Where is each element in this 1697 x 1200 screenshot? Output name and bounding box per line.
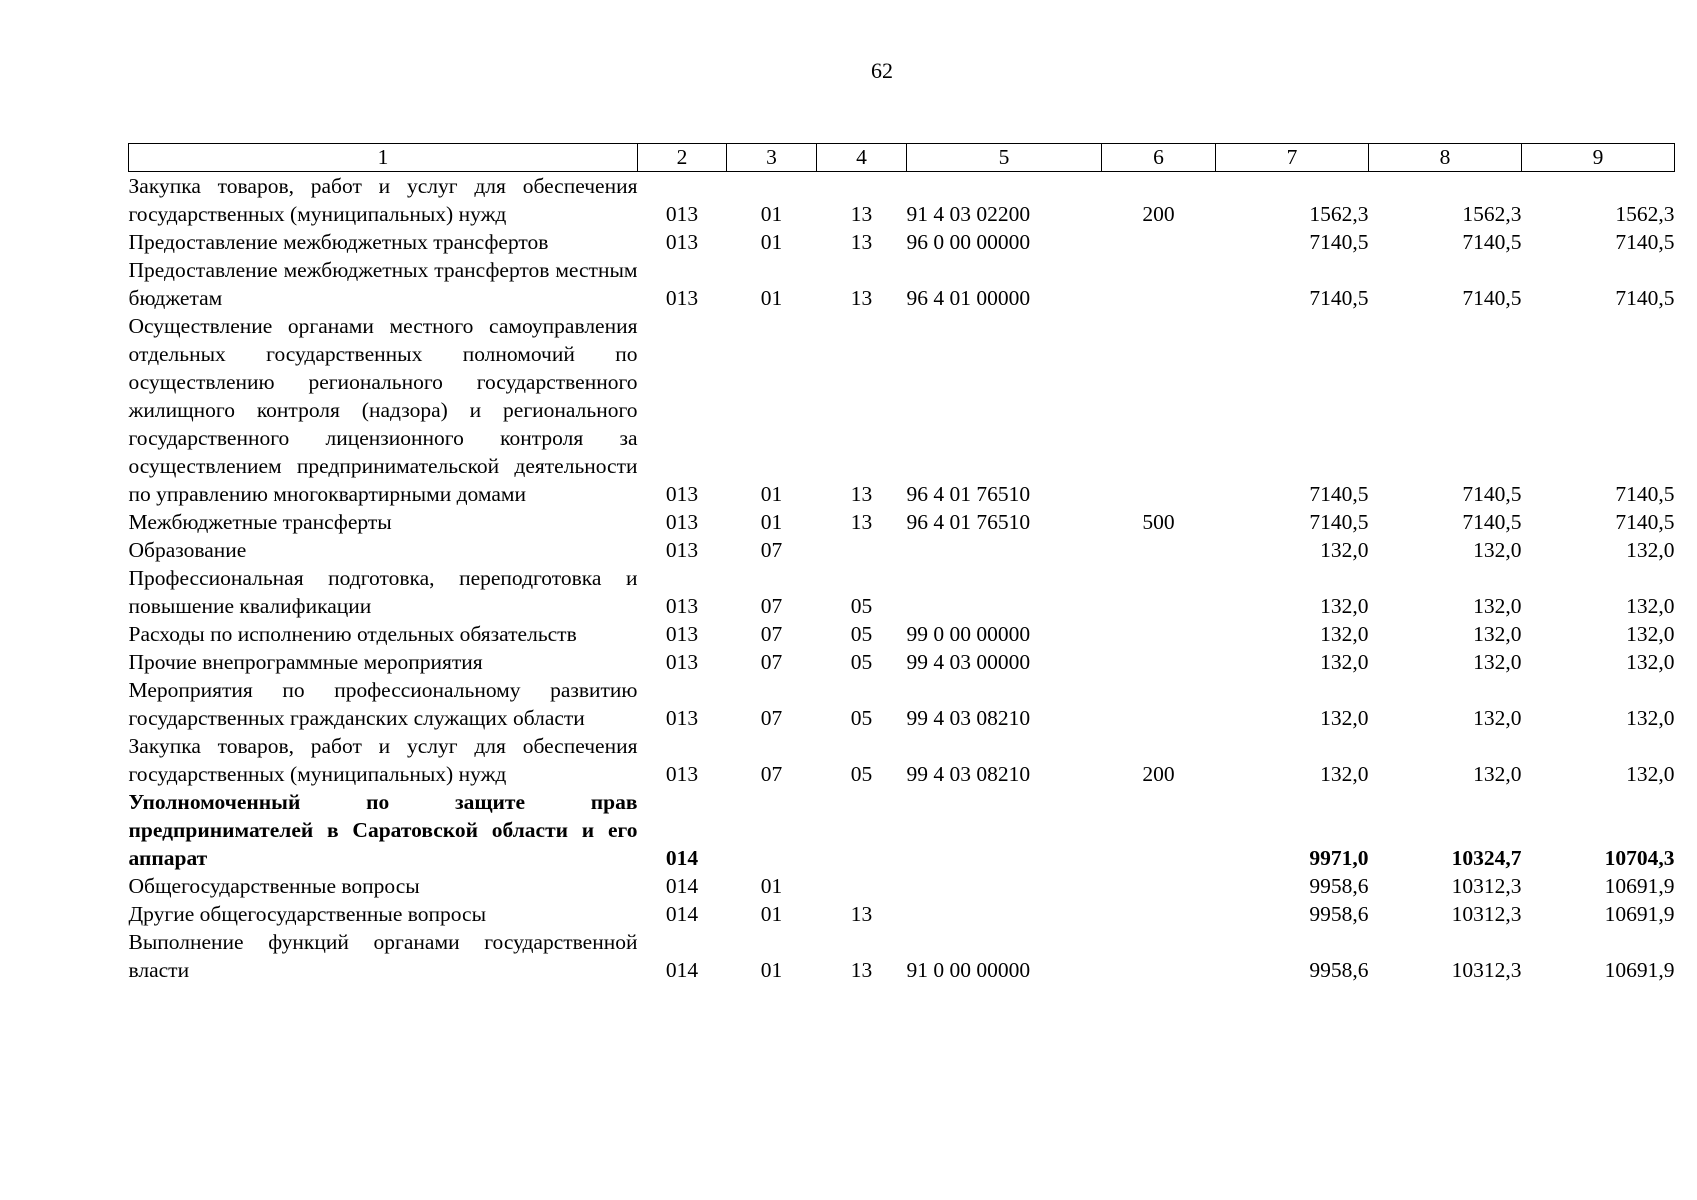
row-target-article: 96 4 01 00000 — [906, 286, 1031, 310]
row-ved-code: 013 — [665, 706, 699, 730]
table-row — [129, 648, 1675, 676]
table-row — [129, 172, 1675, 229]
row-amount-1: 132,0 — [1320, 706, 1369, 730]
row-amount-1: 132,0 — [1320, 622, 1369, 646]
row-expense-type — [1102, 900, 1216, 928]
row-ved-code: 013 — [665, 482, 699, 506]
row-amount-3: 132,0 — [1626, 594, 1675, 618]
row-expense-type — [1102, 536, 1216, 564]
row-subsection-code: 13 — [850, 902, 873, 926]
row-amount-3: 7140,5 — [1615, 482, 1675, 506]
row-section-code: 07 — [760, 650, 783, 674]
row-target-article: 91 0 00 00000 — [906, 958, 1031, 982]
row-subsection-code: 13 — [850, 230, 873, 254]
row-expense-type — [1102, 256, 1216, 312]
table-row — [129, 564, 1675, 620]
table-row — [129, 872, 1675, 900]
row-amount-3: 10691,9 — [1604, 874, 1675, 898]
row-ved-code: 013 — [665, 202, 699, 226]
row-target-article: 96 4 01 76510 — [906, 510, 1031, 534]
table-row — [129, 900, 1675, 928]
header-cell: 7 — [1216, 144, 1369, 172]
row-ved-code: 014 — [665, 958, 699, 982]
row-expense-type: 200 — [1142, 202, 1175, 226]
row-name: Осуществление органами местного самоуправления отдельных государственных полномочий по осуществлению регионального государственного жилищного контроля (надзора) и регионального государственного лицензионного контроля за осуществлением предпринимательской деятельности по управлению многоквартирными домами — [128, 314, 638, 506]
row-section-code: 07 — [760, 706, 783, 730]
row-amount-2: 7140,5 — [1462, 230, 1522, 254]
row-ved-code: 013 — [665, 230, 699, 254]
row-name: Профессиональная подготовка, переподготовка и повышение квалификации — [128, 566, 638, 618]
header-cell: 8 — [1369, 144, 1522, 172]
row-ved-code: 014 — [665, 902, 699, 926]
row-target-article: 99 4 03 08210 — [906, 762, 1031, 786]
row-expense-type: 500 — [1142, 510, 1175, 534]
page-number: 62 — [871, 58, 893, 83]
row-subsection-code — [817, 872, 907, 900]
row-target-article: 99 4 03 00000 — [906, 650, 1031, 674]
row-name: Другие общегосударственные вопросы — [128, 902, 487, 926]
row-section-code: 07 — [760, 762, 783, 786]
row-section-code: 01 — [760, 482, 783, 506]
row-ved-code: 013 — [665, 538, 699, 562]
row-target-article — [907, 536, 1102, 564]
row-amount-3: 7140,5 — [1615, 286, 1675, 310]
row-name: Мероприятия по профессиональному развитию государственных гражданских служащих области — [128, 678, 638, 730]
row-name: Расходы по исполнению отдельных обязательств — [128, 622, 577, 646]
row-expense-type — [1102, 788, 1216, 872]
row-section-code: 01 — [760, 510, 783, 534]
row-target-article: 99 4 03 08210 — [906, 706, 1031, 730]
row-expense-type: 200 — [1142, 762, 1175, 786]
row-amount-2: 132,0 — [1473, 706, 1522, 730]
row-subsection-code — [817, 536, 907, 564]
row-target-article — [907, 872, 1102, 900]
row-subsection-code — [817, 788, 907, 872]
row-subsection-code: 05 — [850, 706, 873, 730]
row-name: Закупка товаров, работ и услуг для обеспечения государственных (муниципальных) нужд — [128, 174, 638, 226]
budget-table — [128, 143, 1675, 984]
row-amount-1: 132,0 — [1320, 650, 1369, 674]
table-row — [129, 256, 1675, 312]
row-subsection-code: 05 — [850, 594, 873, 618]
header-cell: 6 — [1102, 144, 1216, 172]
table-row — [129, 312, 1675, 508]
row-amount-2: 132,0 — [1473, 622, 1522, 646]
row-amount-3: 10691,9 — [1604, 902, 1675, 926]
row-amount-2: 10324,7 — [1451, 846, 1522, 870]
row-section-code: 01 — [760, 902, 783, 926]
row-amount-3: 132,0 — [1626, 762, 1675, 786]
header-cell: 4 — [817, 144, 907, 172]
row-amount-3: 10704,3 — [1604, 846, 1675, 870]
row-subsection-code: 05 — [850, 622, 873, 646]
row-amount-2: 10312,3 — [1451, 958, 1522, 982]
row-amount-3: 132,0 — [1626, 706, 1675, 730]
header-row — [129, 144, 1675, 172]
row-amount-1: 132,0 — [1320, 594, 1369, 618]
row-amount-1: 132,0 — [1320, 762, 1369, 786]
table-row — [129, 228, 1675, 256]
row-amount-2: 132,0 — [1473, 538, 1522, 562]
row-amount-2: 1562,3 — [1462, 202, 1522, 226]
row-ved-code: 013 — [665, 650, 699, 674]
row-amount-1: 9971,0 — [1309, 846, 1369, 870]
row-expense-type — [1102, 872, 1216, 900]
table-row — [129, 536, 1675, 564]
row-subsection-code: 13 — [850, 202, 873, 226]
row-section-code: 01 — [760, 230, 783, 254]
table-row — [129, 620, 1675, 648]
row-ved-code: 013 — [665, 510, 699, 534]
row-amount-2: 10312,3 — [1451, 874, 1522, 898]
row-expense-type — [1102, 564, 1216, 620]
row-target-article — [907, 900, 1102, 928]
row-amount-1: 7140,5 — [1309, 482, 1369, 506]
row-section-code — [727, 788, 817, 872]
row-amount-2: 132,0 — [1473, 650, 1522, 674]
row-subsection-code: 05 — [850, 650, 873, 674]
header-cell: 3 — [727, 144, 817, 172]
row-expense-type — [1102, 648, 1216, 676]
row-amount-1: 9958,6 — [1309, 902, 1369, 926]
row-amount-3: 132,0 — [1626, 538, 1675, 562]
row-name: Предоставление межбюджетных трансфертов местным бюджетам — [128, 258, 638, 310]
row-expense-type — [1102, 620, 1216, 648]
row-subsection-code: 13 — [850, 482, 873, 506]
row-name: Прочие внепрограммные мероприятия — [128, 650, 483, 674]
row-amount-3: 7140,5 — [1615, 230, 1675, 254]
row-name: Закупка товаров, работ и услуг для обеспечения государственных (муниципальных) нужд — [128, 734, 638, 786]
row-target-article: 99 0 00 00000 — [906, 622, 1031, 646]
row-ved-code: 013 — [665, 594, 699, 618]
header-cell: 9 — [1522, 144, 1675, 172]
row-target-article — [907, 564, 1102, 620]
row-amount-2: 7140,5 — [1462, 510, 1522, 534]
row-target-article — [907, 788, 1102, 872]
table-row — [129, 676, 1675, 732]
row-section-code: 07 — [760, 538, 783, 562]
row-amount-2: 7140,5 — [1462, 286, 1522, 310]
row-name: Общегосударственные вопросы — [128, 874, 420, 898]
row-expense-type — [1102, 312, 1216, 508]
row-target-article: 96 4 01 76510 — [906, 482, 1031, 506]
header-cell: 5 — [907, 144, 1102, 172]
row-amount-2: 7140,5 — [1462, 482, 1522, 506]
table-row — [129, 788, 1675, 872]
row-name: Выполнение функций органами государственной власти — [128, 930, 638, 982]
row-amount-2: 132,0 — [1473, 594, 1522, 618]
table-row — [129, 508, 1675, 536]
row-amount-1: 7140,5 — [1309, 230, 1369, 254]
row-section-code: 07 — [760, 622, 783, 646]
header-cell: 2 — [638, 144, 727, 172]
row-name: Образование — [128, 538, 247, 562]
row-section-code: 07 — [760, 594, 783, 618]
row-ved-code: 013 — [665, 762, 699, 786]
row-subsection-code: 13 — [850, 510, 873, 534]
row-amount-3: 1562,3 — [1615, 202, 1675, 226]
row-subsection-code: 13 — [850, 286, 873, 310]
row-ved-code: 013 — [665, 286, 699, 310]
header-cell: 1 — [129, 144, 638, 172]
table-row — [129, 732, 1675, 788]
row-subsection-code: 05 — [850, 762, 873, 786]
row-amount-3: 132,0 — [1626, 622, 1675, 646]
row-subsection-code: 13 — [850, 958, 873, 982]
row-name: Предоставление межбюджетных трансфертов — [128, 230, 549, 254]
row-section-code: 01 — [760, 958, 783, 982]
row-amount-1: 9958,6 — [1309, 874, 1369, 898]
row-expense-type — [1102, 228, 1216, 256]
row-amount-2: 132,0 — [1473, 762, 1522, 786]
row-name: Уполномоченный по защите прав предпринимателей в Саратовской области и его аппарат — [128, 790, 638, 870]
row-ved-code: 014 — [665, 874, 699, 898]
row-section-code: 01 — [760, 286, 783, 310]
row-ved-code: 013 — [665, 622, 699, 646]
row-section-code: 01 — [760, 202, 783, 226]
row-expense-type — [1102, 676, 1216, 732]
row-amount-1: 7140,5 — [1309, 510, 1369, 534]
row-target-article: 96 0 00 00000 — [906, 230, 1031, 254]
row-amount-3: 7140,5 — [1615, 510, 1675, 534]
row-amount-1: 1562,3 — [1309, 202, 1369, 226]
row-section-code: 01 — [760, 874, 783, 898]
table-body — [129, 172, 1675, 985]
row-amount-3: 10691,9 — [1604, 958, 1675, 982]
row-amount-2: 10312,3 — [1451, 902, 1522, 926]
row-amount-1: 9958,6 — [1309, 958, 1369, 982]
row-expense-type — [1102, 928, 1216, 984]
row-target-article: 91 4 03 02200 — [906, 202, 1031, 226]
row-amount-3: 132,0 — [1626, 650, 1675, 674]
row-ved-code: 014 — [665, 846, 699, 870]
row-name: Межбюджетные трансферты — [128, 510, 392, 534]
row-amount-1: 7140,5 — [1309, 286, 1369, 310]
table-row — [129, 928, 1675, 984]
row-amount-1: 132,0 — [1320, 538, 1369, 562]
